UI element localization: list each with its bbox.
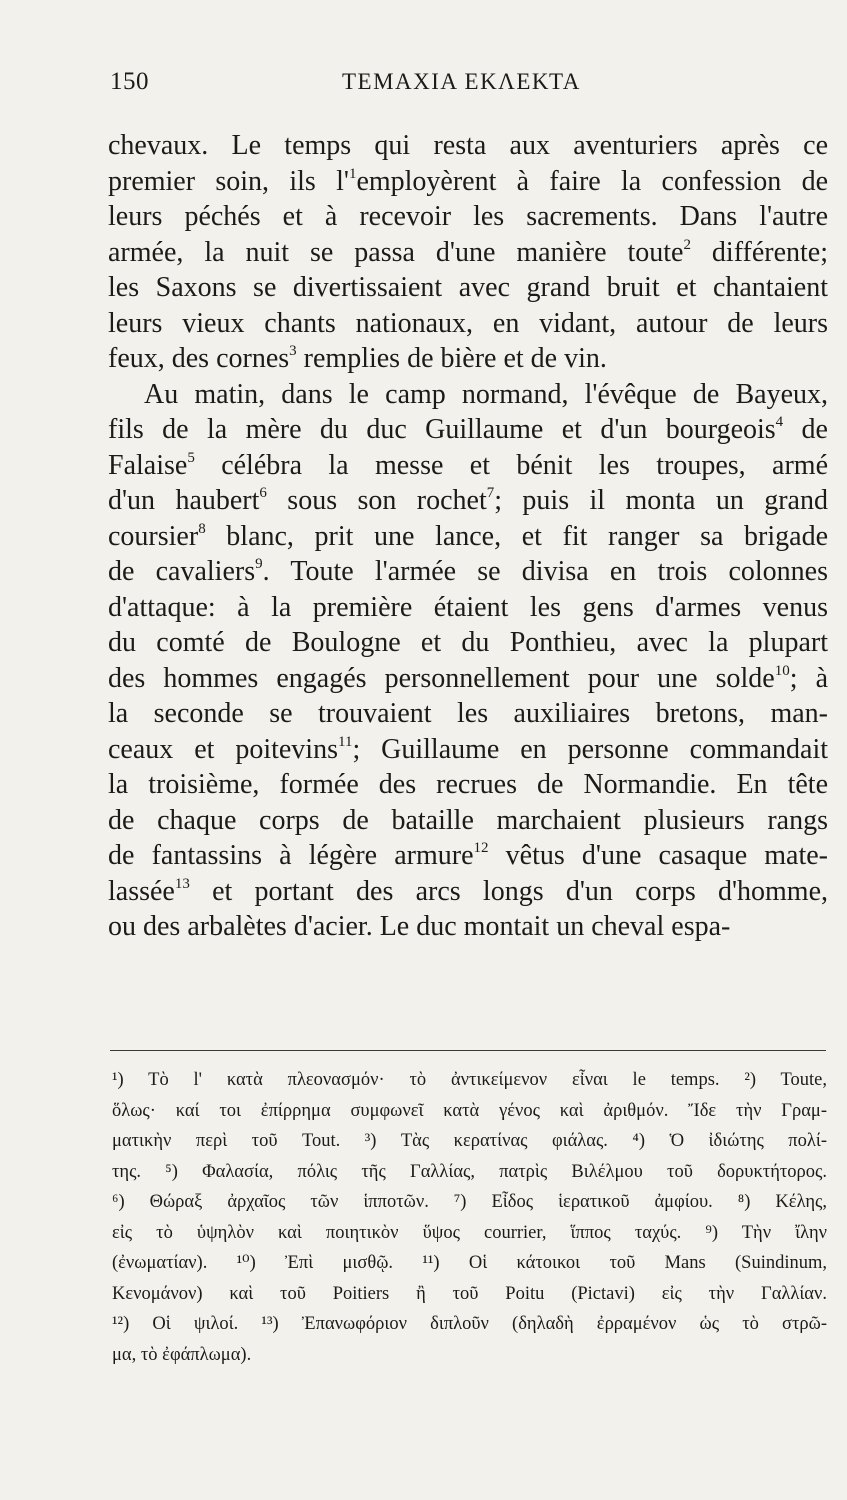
- footnote-line: ¹²) Οἱ ψιλοί. ¹³) Ἐπανωφόριον διπλοῦν (δηλαδὴ ἐρραμένον ὡς τὸ στρῶ-: [112, 1314, 827, 1334]
- footnote-line: εἰς τὸ ὑψηλὸν καὶ ποιητικὸν ὕψος courrier, ἵππος ταχύς. ⁹) Τὴν ἴλην: [112, 1222, 827, 1243]
- text-line: [108, 483, 828, 519]
- footnote-line: ματικὴν περὶ τοῦ Tout. ³) Τὰς κερατίνας φιάλας. ⁴) Ὁ ἰδιώτης πολί-: [112, 1131, 827, 1151]
- footnote-marker: 7: [486, 485, 495, 501]
- text-segment: de cavaliers: [108, 556, 256, 587]
- text-line: [108, 519, 828, 555]
- text-segment: ; puis il monta un grand: [494, 485, 828, 516]
- text-line: [108, 235, 828, 271]
- text-segment: de chaque corps de bataille marchaient plusieurs rangs: [108, 804, 828, 836]
- text-segment: sous son rochet: [266, 485, 487, 516]
- text-segment: vêtus d'une casaque mate-: [488, 840, 828, 871]
- text-segment: remplies de bière et de vin.: [296, 343, 607, 374]
- text-segment: fils de la mère du duc Guillaume et d'un bourgeois: [108, 414, 776, 445]
- page-header: [110, 68, 830, 104]
- text-line: [108, 732, 828, 768]
- footnote-marker: 12: [473, 840, 489, 856]
- text-segment: feux, des cornes: [108, 343, 290, 374]
- footnote-marker: 3: [289, 343, 297, 359]
- text-line: [108, 909, 828, 945]
- footnotes: [112, 1065, 827, 1370]
- footnote-marker: 5: [187, 449, 195, 466]
- footnote-line: Κενομάνον) καὶ τοῦ Poitiers ἢ τοῦ Poitu (Pictavi) εἰς τὴν Γαλλίαν.: [112, 1283, 827, 1304]
- text-line: [108, 341, 828, 377]
- text-segment: Au matin, dans le camp normand, l'évêque de Bayeux,: [144, 378, 828, 410]
- footnote-line: ¹) Τὸ l' κατὰ πλεονασμόν· τὸ ἀντικείμενον εἶναι le temps. ²) Toute,: [112, 1070, 827, 1090]
- footnote-marker: 10: [774, 662, 790, 679]
- text-line: [108, 270, 828, 306]
- text-line: [108, 306, 828, 342]
- text-segment: ; à: [789, 662, 828, 694]
- text-segment: armée, la nuit se passa d'une manière toute: [108, 236, 684, 268]
- text-segment: les Saxons se divertissaient avec grand bruit et chantaient: [108, 272, 828, 303]
- footnote-marker: 13: [174, 875, 190, 892]
- footnote-line: μα, τὸ ἐφάπλωμα).: [112, 1344, 252, 1365]
- text-segment: différente;: [690, 236, 828, 268]
- text-segment: leurs vieux chants nationaux, en vidant, autour de leurs: [108, 307, 828, 339]
- footnote-marker: 2: [683, 236, 691, 253]
- text-segment: des hommes engagés personnellement pour une solde: [108, 662, 775, 694]
- text-segment: ou des arbalètes d'acier. Le duc montait un cheval espa-: [108, 911, 731, 942]
- text-segment: la seconde se trouvaient les auxiliaires bretons, man-: [108, 698, 828, 729]
- text-line: [108, 554, 828, 590]
- text-segment: de fantassins à légère armure: [108, 840, 474, 871]
- text-segment: . Toute l'armée se divisa en trois colonnes: [262, 556, 828, 587]
- text-line: [108, 803, 828, 839]
- footnote-marker: 8: [198, 520, 206, 537]
- text-segment: d'un haubert: [108, 485, 260, 516]
- text-line: [108, 661, 828, 697]
- text-line: [108, 448, 828, 484]
- footnote-line: ⁶) Θώραξ ἀρχαῖος τῶν ἱπποτῶν. ⁷) Εἶδος ἱερατικοῦ ἀμφίου. ⁸) Κέλης,: [112, 1192, 827, 1212]
- footnote-line: (ἐνωματίαν). ¹⁰) Ἐπὶ μισθῷ. ¹¹) Οἱ κάτοικοι τοῦ Mans (Suindinum,: [112, 1253, 827, 1273]
- text-segment: de: [783, 414, 828, 445]
- text-line: [108, 874, 828, 910]
- running-title: ΤΕΜΑΧΙΑ ΕΚΛΕΚΤΑ: [342, 69, 581, 94]
- text-segment: coursier: [108, 520, 199, 552]
- text-line: [108, 164, 828, 200]
- text-segment: Falaise: [108, 449, 188, 481]
- footnote-separator: [110, 1050, 826, 1051]
- text-segment: chevaux. Le temps qui resta aux aventuriers après ce: [108, 130, 828, 161]
- text-line: [108, 199, 828, 235]
- text-segment: et portant des arcs longs d'un corps d'homme,: [189, 875, 828, 907]
- page-number: 150: [110, 68, 149, 95]
- text-segment: ceaux et poitevins: [108, 733, 338, 765]
- text-segment: lassée: [108, 875, 175, 907]
- main-text: [108, 128, 828, 945]
- footnote-marker: 1: [348, 165, 357, 182]
- text-segment: premier soin, ils l': [108, 165, 349, 197]
- text-segment: célébra la messe et bénit les troupes, armé: [194, 449, 828, 481]
- text-segment: leurs péchés et à recevoir les sacrements. Dans l'autre: [108, 201, 828, 232]
- footnote-marker: 4: [775, 414, 784, 430]
- footnote-marker: 9: [255, 556, 263, 572]
- text-line: [108, 838, 828, 874]
- text-segment: blanc, prit une lance, et fit ranger sa brigade: [205, 520, 828, 552]
- text-segment: employèrent à faire la confession de: [356, 165, 828, 197]
- text-line: [108, 767, 828, 803]
- text-segment: la troisième, formée des recrues de Normandie. En tête: [108, 769, 828, 800]
- text-line: [108, 625, 828, 661]
- text-line: [108, 696, 828, 732]
- text-segment: d'attaque: à la première étaient les gens d'armes venus: [108, 591, 828, 623]
- text-line: [108, 377, 828, 413]
- footnote-marker: 11: [338, 733, 353, 750]
- text-segment: du comté de Boulogne et du Ponthieu, avec la plupart: [108, 627, 828, 658]
- text-segment: ; Guillaume en personne commandait: [352, 733, 828, 765]
- footnote-marker: 6: [259, 485, 267, 501]
- footnote-line: ὅλως· καί τοι ἐπίρρημα συμφωνεῖ κατὰ γένος καὶ ἀριθμόν. Ἴδε τὴν Γραμ-: [112, 1100, 827, 1121]
- text-line: [108, 412, 828, 448]
- text-line: [108, 590, 828, 626]
- footnote-line: της. ⁵) Φαλασία, πόλις τῆς Γαλλίας, πατρὶς Βιλέλμου τοῦ δορυκτήτορος.: [112, 1161, 827, 1182]
- text-line: [108, 128, 828, 164]
